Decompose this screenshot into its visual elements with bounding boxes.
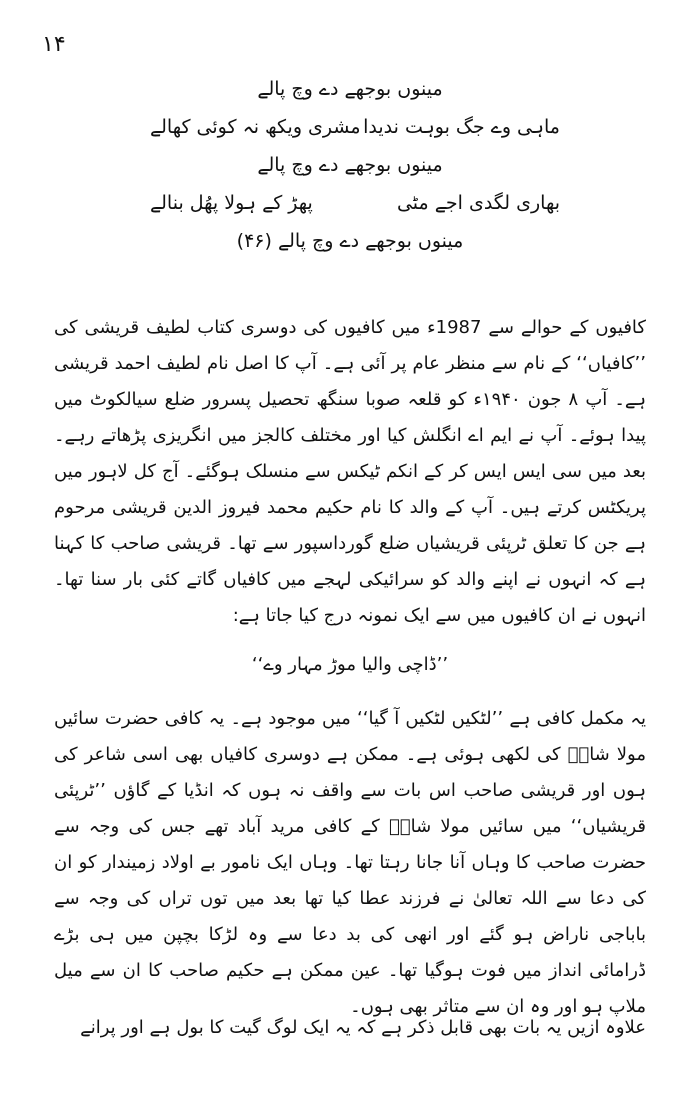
page-number: ۱۴ (42, 32, 66, 57)
poem-refrain-line: مینوں بوجھے دے وچ پالے (257, 154, 443, 176)
poem-couplet (0, 108, 700, 146)
body-paragraph: علاوہ ازیں یہ بات بھی قابل ذکر ہے کہ یہ ایک لوگ گیت کا بول ہے اور پرانے (80, 1017, 646, 1038)
poem-block (0, 70, 700, 260)
poem-hemistich-right: ماہی وے جگ بوہت ندیدا (363, 116, 560, 138)
poem-refrain-line: مینوں بوجھے دے وچ پالے (۴۶) (236, 230, 464, 252)
poem-refrain-line: مینوں بوجھے دے وچ پالے (257, 78, 443, 100)
body-paragraph: کافیوں کے حوالے سے 1987ء میں کافیوں کی دوسری کتاب لطیف قریشی کی ’’کافیاں‘‘ کے نام سے منظر عام پر آئی ہے۔ آپ کا اصل نام لطیف احمد قریشی ہے۔ آپ ۸ جون ۱۹۴۰ء کو قلعہ صوبا سنگھ تحصیل پسرور ضلع سیالکوٹ میں پیدا ہوئے۔ آپ نے ایم اے انگلش کیا اور مختلف کالجز میں انگریزی پڑھاتے رہے۔ بعد میں سی ایس ایس کر کے انکم ٹیکس سے منسلک ہوگئے۔ آج کل لاہور میں پریکٹس کرتے ہیں۔ آپ کے والد کا نام حکیم محمد فیروز الدین قریشی مرحوم ہے جن کا تعلق ٹرپئی قریشیاں ضلع گورداسپور سے تھا۔ قریشی صاحب کا کہنا ہے کہ انہوں نے اپنے والد کو سرائیکی لہجے میں کافیاں گاتے کئی بار سنا تھا۔ انہوں نے ان کافیوں میں سے ایک نمونہ درج کیا جاتا ہے: (54, 317, 647, 626)
poem-hemistich-right: بھاری لگدی اجے مٹی (396, 192, 560, 214)
kafi-title-quote: ’’ڈاچی والیا موڑ مہار وے‘‘ (251, 654, 449, 675)
poem-hemistich-left: مشری ویکھ نہ کوئی کھالے (150, 116, 361, 138)
body-paragraph: یہ مکمل کافی ہے ’’لٹکیں لٹکیں آ گیا‘‘ میں موجود ہے۔ یہ کافی حضرت سائیں مولا شاہؒ کی لکھی ہوئی ہے۔ ممکن ہے دوسری کافیاں بھی اسی شاعر کی ہوں اور قریشی صاحب اس بات سے واقف نہ ہوں کہ انڈیا کے گاؤں ’’ٹرپئی قریشیاں‘‘ میں سائیں مولا شاہؒ کے کافی مرید آباد تھے جس کی وجہ سے حضرت صاحب کا وہاں آنا جانا رہتا تھا۔ وہاں ایک نامور بے اولاد زمیندار کو ان کی دعا سے اللہ تعالیٰ نے فرزند عطا کیا تھا بعد میں توں تراں کی وجہ سے باباجی ناراض ہو گئے اور انھی کی بد دعا سے وہ لڑکا بچپن میں ہی بڑے ڈرامائی انداز میں فوت ہوگیا تھا۔ عین ممکن ہے حکیم صاحب کا ان سے میل ملاپ ہو اور وہ ان سے متاثر بھی ہوں۔ (54, 708, 646, 1017)
poem-couplet (0, 184, 700, 222)
poem-hemistich-left: پھڑ کے ہولا پھُل بنالے (150, 192, 313, 214)
